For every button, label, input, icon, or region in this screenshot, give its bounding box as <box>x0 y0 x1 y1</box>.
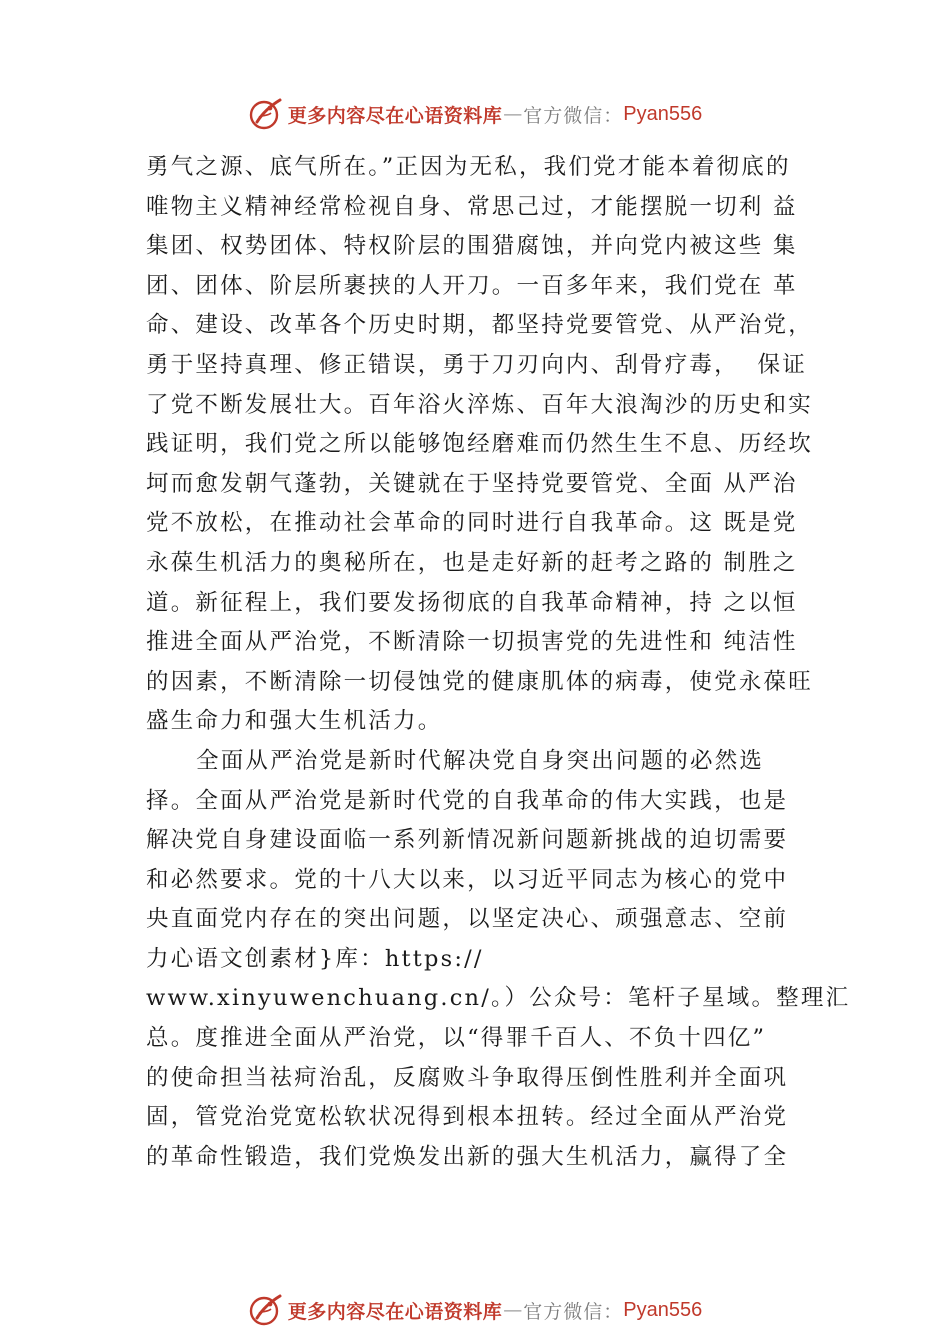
header-banner <box>0 94 950 134</box>
body-line: 党不放松，在推动社会革命的同时进行自我革命。这 既是党 <box>146 510 798 537</box>
body-line: 推进全面从严治党，不断清除一切损害党的先进性和 纯洁性 <box>146 629 798 656</box>
body-line: 总。度推进全面从严治党，以“得罪千百人、不负十四亿” <box>146 1025 767 1052</box>
body-line: 团、团体、阶层所裹挟的人开刀。一百多年来，我们党在 革 <box>146 272 798 299</box>
footer-banner <box>0 1290 950 1330</box>
body-line: 践证明，我们党之所以能够饱经磨难而仍然生生不息、历经坎 <box>146 431 813 458</box>
footer-brand-text: 更多内容尽在心语资料库 <box>287 1300 503 1323</box>
body-line: 了党不断发展壮大。百年浴火淬炼、百年大浪淘沙的历史和实 <box>146 391 813 418</box>
footer-account-id: Pyan556 <box>623 1298 703 1321</box>
body-line: 坷而愈发朝气蓬勃，关键就在于坚持党要管党、全面 从严治 <box>146 470 798 497</box>
body-line: 择。全面从严治党是新时代党的自我革命的伟大实践，也是 <box>146 787 789 814</box>
pen-circle-logo-icon <box>248 1292 284 1328</box>
body-line: 的因素，不断清除一切侵蚀党的健康肌体的病毒，使党永葆旺 <box>146 668 813 695</box>
body-line: 力心语文创素材}库：https:// <box>146 945 484 972</box>
body-line: 央直面党内存在的突出问题，以坚定决心、顽强意志、空前 <box>146 906 789 933</box>
body-line: 和必然要求。党的十八大以来，以习近平同志为核心的党中 <box>146 866 789 893</box>
document-body <box>146 148 851 1177</box>
header-account-id: Pyan556 <box>623 102 703 125</box>
paragraph-start-line: 全面从严治党是新时代解决党自身突出问题的必然选 <box>196 747 765 774</box>
body-line: 固，管党治党宽松软状况得到根本扭转。经过全面从严治党 <box>146 1104 789 1131</box>
footer-dash: — <box>503 1299 523 1321</box>
body-line: 道。新征程上，我们要发扬彻底的自我革命精神，持 之以恒 <box>146 589 798 616</box>
body-line: 集团、权势团体、特权阶层的围猎腐蚀，并向党内被这些 集 <box>146 233 798 260</box>
body-line: 勇气之源、底气所在。”正因为无私，我们党才能本着彻底的 <box>146 154 791 180</box>
body-line: 的革命性锻造，我们党焕发出新的强大生机活力，赢得了全 <box>146 1143 789 1170</box>
body-line: 盛生命力和强大生机活力。 <box>146 708 443 735</box>
body-line: www.xinyuwenchuang.cn/。）公众号：笔杆子星域。整理汇 <box>146 985 851 1012</box>
header-official-label: 官方微信： <box>523 104 624 127</box>
body-line: 命、建设、改革各个历史时期，都坚持党要管党、从严治党， <box>146 312 813 339</box>
body-line: 勇于坚持真理、修正错误，勇于刀刃向内、刮骨疗毒， 保证 <box>146 351 807 378</box>
header-dash: — <box>503 103 523 125</box>
body-line: 唯物主义精神经常检视自身、常思己过，才能摆脱一切利 益 <box>146 193 798 220</box>
footer-official-label: 官方微信： <box>523 1300 624 1323</box>
pen-circle-logo-icon <box>248 96 284 132</box>
body-line: 解决党自身建设面临一系列新情况新问题新挑战的迫切需要 <box>146 827 789 854</box>
body-line: 的使命担当祛疴治乱，反腐败斗争取得压倒性胜利并全面巩 <box>146 1064 789 1091</box>
header-brand-text: 更多内容尽在心语资料库 <box>287 104 503 127</box>
body-line: 永葆生机活力的奥秘所在，也是走好新的赶考之路的 制胜之 <box>146 549 798 576</box>
